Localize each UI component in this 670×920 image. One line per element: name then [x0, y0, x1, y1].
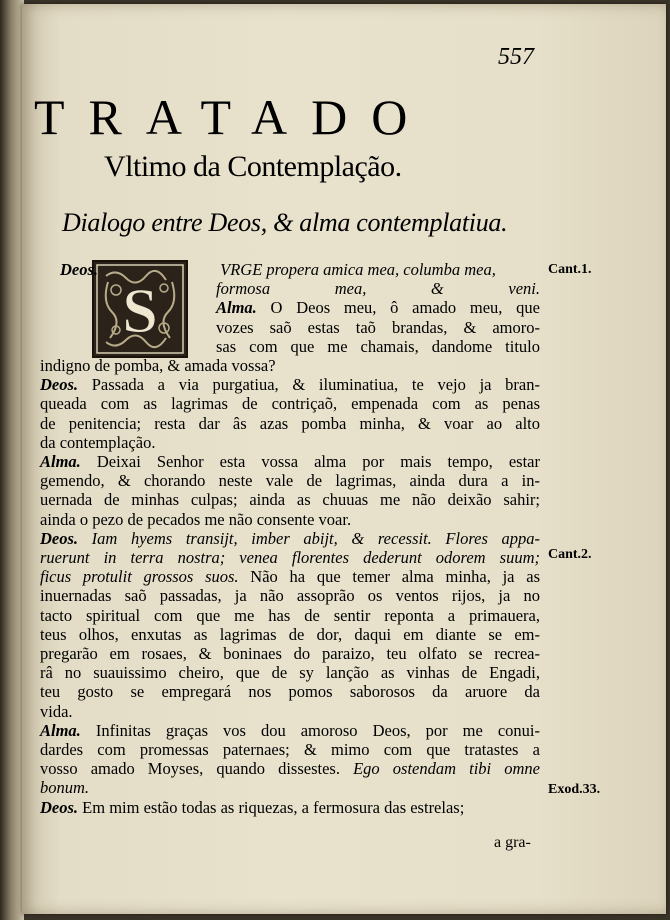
text-span: Iam hyems transijt, imber abijt, & recessit. Flores appa-: [78, 528, 540, 548]
text-line: [40, 510, 540, 529]
text-line: [40, 798, 540, 817]
text-span: Infinitas graças vos dou amoroso Deos, por me conui-: [80, 720, 540, 740]
text-span: gemendo, & chorando neste vale de lagrimas, ainda dura a in-: [40, 471, 540, 491]
text-span: râ no suauissimo cheiro, que de sy lanção as vinhas de Engadi,: [40, 663, 540, 683]
text-span: formosa mea, & veni.: [216, 279, 540, 299]
text-line: [40, 471, 540, 490]
text-line: [40, 759, 540, 778]
speaker-label: Deos.: [40, 528, 79, 548]
text-span: sas com que me chamais, dandome titulo: [216, 336, 540, 356]
text-line: [40, 548, 540, 567]
margin-note: Cant.1.: [548, 262, 592, 277]
text-span: da contemplação.: [40, 432, 156, 452]
text-span: teu gosto se empregará nos pomos saborosos da aruore da: [40, 682, 540, 702]
page-number: 557: [498, 44, 534, 70]
dropcap-letter: S: [122, 275, 158, 346]
text-span: dardes com promessas paternaes; & mimo com que tratastes a: [40, 740, 540, 759]
text-line: [40, 644, 540, 663]
text-span: uernada de minhas culpas; ainda as chuuas me não deixão sahir;: [40, 490, 540, 510]
text-line: [40, 452, 540, 471]
text-line: [60, 260, 540, 279]
speaker-label: Deos.: [40, 375, 79, 395]
text-span: tacto spiritual com que me has de sentir reponta a primauera,: [40, 605, 540, 625]
text-line: [216, 337, 540, 356]
text-line: [40, 394, 540, 413]
text-line: [40, 682, 540, 701]
text-line: [216, 279, 540, 298]
section-heading: Dialogo entre Deos, & alma contemplatiua.: [62, 208, 508, 237]
text-line: [40, 625, 540, 644]
text-span: bonum.: [40, 778, 90, 798]
text-line: [40, 356, 540, 375]
text-span: de penitencia; resta dar âs azas pomba minha, & voar ao alto: [40, 413, 540, 433]
text-span: Passada a via purgatiua, & iluminatiua, te vejo ja bran-: [78, 375, 540, 395]
speaker-label: Deos.: [60, 260, 99, 279]
text-line: [40, 778, 540, 797]
book-gutter: [0, 0, 24, 920]
text-span: ruerunt in terra nostra; venea florentes dederunt odorem suum;: [40, 548, 540, 567]
text-line: [40, 567, 540, 586]
page-subtitle: Vltimo da Contemplação.: [104, 150, 402, 183]
text-span: vosso amado Moyses, quando dissestes.: [40, 759, 340, 779]
text-span: Em mim estão todas as riquezas, a fermosura das estrelas;: [78, 797, 465, 817]
speaker-label: Alma.: [216, 298, 257, 318]
text-span: inuernadas saõ passadas, ja não assoprão os ventos rijos, ja no: [40, 586, 540, 606]
speaker-label: Deos.: [40, 797, 79, 817]
text-span: ainda o pezo de pecados me não consente voar.: [40, 509, 352, 529]
text-line: [40, 702, 540, 721]
text-line: [40, 375, 540, 394]
margin-note: Cant.2.: [548, 547, 592, 562]
text-span: vida.: [40, 701, 73, 721]
text-line: [40, 433, 540, 452]
catchword: a gra-: [494, 834, 531, 851]
text-span: Deixai Senhor esta vossa alma por mais tempo, estar: [80, 452, 540, 471]
text-line: [40, 586, 540, 605]
margin-note: Exod.33.: [548, 782, 601, 797]
text-span: Ego ostendam tibi omne: [339, 759, 540, 779]
page-title: TRATADO: [34, 89, 432, 145]
text-span: queada com as lagrimas de contriçaõ, empenada com as penas: [40, 394, 540, 414]
text-line: [40, 529, 540, 548]
text-span: indigno de pomba, & amada vossa?: [40, 356, 276, 375]
text-span: ficus protulit grossos suos.: [40, 567, 239, 587]
speaker-label: Alma.: [40, 720, 81, 740]
text-line: [40, 490, 540, 509]
text-span: teus olhos, enxutas as lagrimas de dor, daqui em diante se em-: [40, 624, 540, 644]
text-line: [40, 414, 540, 433]
text-span: Não ha que temer alma minha, ja as: [238, 567, 540, 587]
text-span: O Deos meu, ô amado meu, que: [256, 298, 540, 318]
text-line: [216, 298, 540, 317]
text-line: [216, 318, 540, 337]
text-line: [40, 606, 540, 625]
text-span: VRGE propera amica mea, columba mea,: [216, 260, 496, 279]
text-line: [40, 663, 540, 682]
text-line: [40, 740, 540, 759]
text-span: pregarão em rosaes, & boninaes do paraizo, teu olfato se recrea-: [40, 644, 540, 663]
speaker-label: Alma.: [40, 452, 81, 471]
text-line: [40, 721, 540, 740]
text-span: vozes saõ estas taõ brandas, & amoro-: [216, 317, 540, 337]
